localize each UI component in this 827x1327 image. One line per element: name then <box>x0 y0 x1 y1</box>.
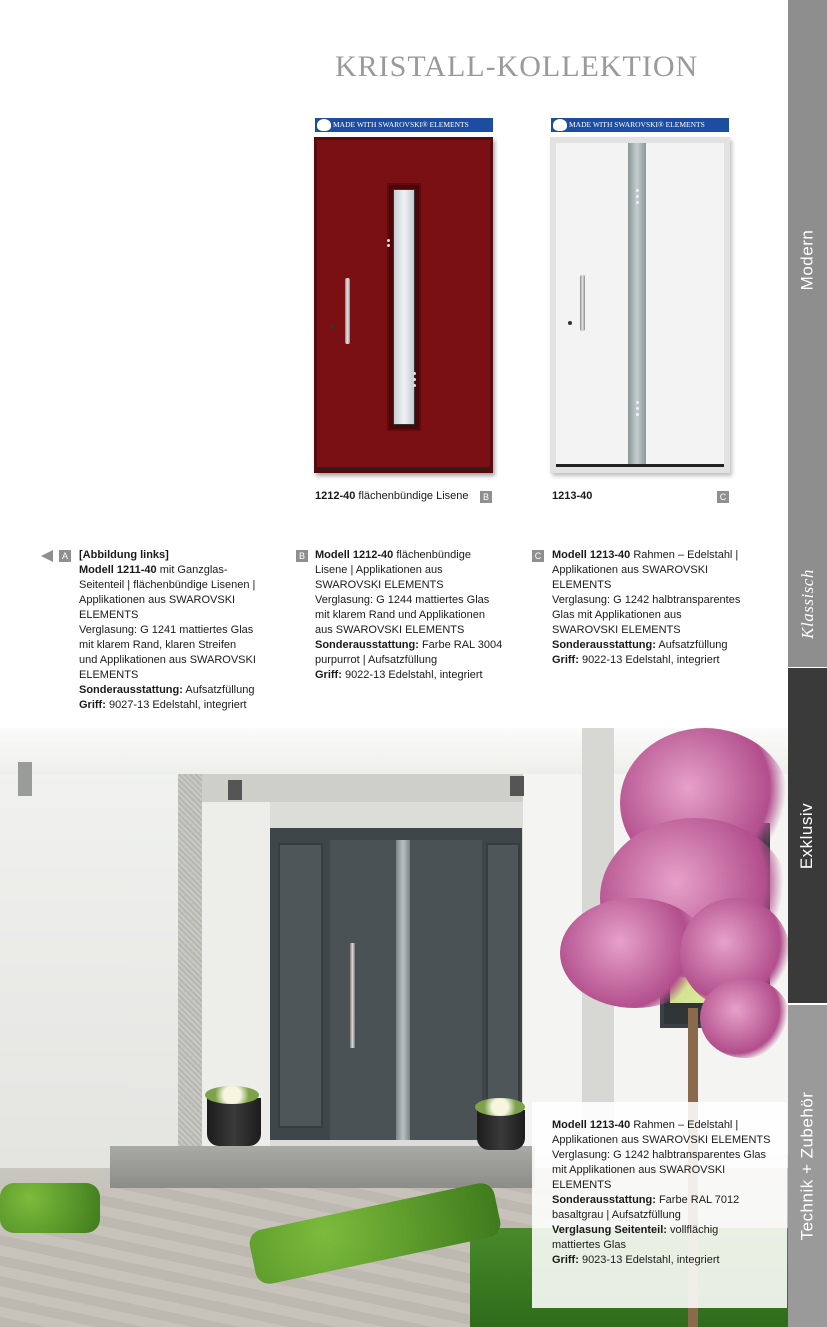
door-glass-panel <box>387 183 421 431</box>
page-title: KRISTALL-KOLLEKTION <box>335 50 699 83</box>
door-handle-icon <box>345 278 350 344</box>
photo-caption: Modell 1213-40 Rahmen – Edelstahl | Applikationen aus SWAROVSKI ELEMENTS Verglasung: G 1242 halbtransparentes Glas mit Applikationen aus SWAROVSKI ELEMENTS Sonderausstattung: Farbe RAL 7012 basaltgrau | Aufsatzfüllung Verglasung Seitenteil: vollflächig mattiertes Glas Griff: 9023-13 Edelstahl, integriert <box>532 1102 787 1308</box>
tab-klassisch-label: Klassisch <box>797 568 817 639</box>
letter-marker-c: C <box>717 491 729 503</box>
plant-pot-icon <box>207 1098 261 1146</box>
door-caption <box>552 490 592 502</box>
door-caption-model: 1213-40 <box>552 490 593 502</box>
model-label: Modell 1211-40 <box>79 564 157 576</box>
door-caption-model: 1212-40 <box>315 490 356 502</box>
tab-exklusiv-label: Exklusiv <box>797 802 817 869</box>
description-heading: [Abbildung links] <box>79 549 169 561</box>
swarovski-badge-text: MADE WITH SWAROVSKI® ELEMENTS <box>569 120 705 129</box>
tab-technik-zubehoer[interactable] <box>788 1005 827 1327</box>
swarovski-badge <box>315 118 493 132</box>
door-image-red <box>314 137 493 473</box>
letter-marker-b: B <box>296 550 308 562</box>
door-handle-icon <box>580 275 585 331</box>
door-handle-icon <box>350 943 355 1048</box>
wall-lamp-icon <box>18 762 32 796</box>
model-label: Modell 1213-40 <box>552 549 631 561</box>
swan-logo-icon <box>316 118 332 132</box>
description-c: Modell 1213-40 Rahmen – Edelstahl | Applikationen aus SWAROVSKI ELEMENTS Verglasung: G 1242 halbtransparentes Glas mit Applikationen aus SWAROVSKI ELEMENTS Sonderausstattung: Aufsatzfüllung Griff: 9022-13 Edelstahl, integriert <box>552 549 741 666</box>
section-tab-rail <box>788 0 827 1327</box>
tab-technik-zubehoer-label: Technik + Zubehör <box>797 1091 817 1241</box>
door-caption-text: flächenbündige Lisene <box>355 490 469 502</box>
door-product-1213-40 <box>548 118 730 508</box>
tab-klassisch[interactable] <box>788 540 827 668</box>
letter-marker-a: A <box>59 550 71 562</box>
swan-logo-icon <box>552 118 568 132</box>
letter-marker-b: B <box>480 491 492 503</box>
tab-modern-label: Modern <box>797 229 817 291</box>
tab-exklusiv[interactable] <box>788 668 827 1004</box>
model-label: Modell 1212-40 <box>315 549 394 561</box>
model-label: Modell 1213-40 <box>552 1119 631 1131</box>
door-product-1212-40 <box>312 118 492 508</box>
description-a: [Abbildung links] Modell 1211-40 mit Ganzglas- Seitenteil | flächenbündige Lisenen | Applikationen aus SWAROVSKI ELEMENTS Verglasung: G 1241 mattiertes Glas mit klarem Rand, klaren Streifen und Applikationen aus SWAROVSKI ELEMENTS Sonderausstattung: Aufsatzfüllung Griff: 9027-13 Edelstahl, integriert <box>79 548 284 713</box>
door-image-white <box>550 137 730 473</box>
door-lock-icon <box>331 325 335 329</box>
letter-marker-c: C <box>532 550 544 562</box>
swarovski-badge <box>551 118 729 132</box>
door-caption <box>315 490 469 502</box>
plant-pot-icon <box>477 1110 525 1150</box>
pointer-left-icon <box>41 550 53 562</box>
swarovski-badge-text: MADE WITH SWAROVSKI® ELEMENTS <box>333 120 469 129</box>
description-b: Modell 1212-40 flächenbündige Lisene | Applikationen aus SWAROVSKI ELEMENTS Verglasung: G 1244 mattiertes Glas mit klarem Rand und Applikationen aus SWAROVSKI ELEMENTS Sonderausstattung: Farbe RAL 3004 purpurrot | Aufsatzfüllung Griff: 9022-13 Edelstahl, integriert <box>315 549 503 681</box>
door-lock-icon <box>568 321 572 325</box>
